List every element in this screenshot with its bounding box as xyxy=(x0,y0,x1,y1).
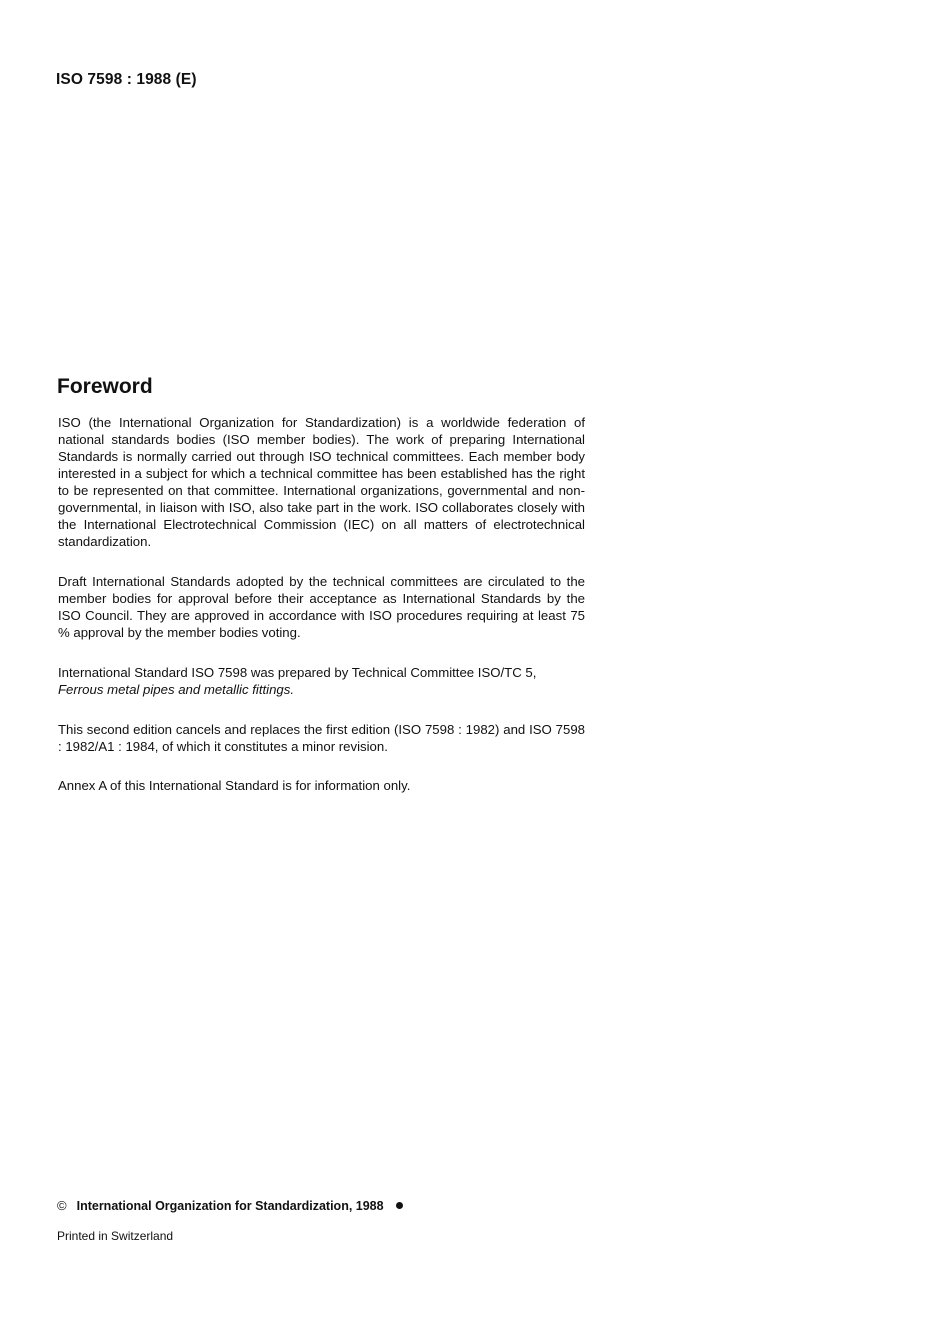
foreword-paragraph-5: Annex A of this International Standard is for information only. xyxy=(58,778,411,793)
foreword-paragraph-4: This second edition cancels and replaces the first edition (ISO 7598 : 1982) and ISO 7598 : 1982/A1 : 1984, of which it constitutes a minor revision. xyxy=(58,722,585,754)
document-id: ISO 7598 : 1988 (E) xyxy=(56,71,197,88)
bullet-dot-icon xyxy=(396,1202,403,1209)
foreword-paragraph-1: ISO (the International Organization for Standardization) is a worldwide federation of national standards bodies (ISO member bodies). The work of preparing International Standards is normally carried out through ISO technical committees. Each member body interested in a subject for which a technical committee has been established has the right to be represented on that committee. International organizations, governmental and non-governmental, in liaison with ISO, also take part in the work. ISO collaborates closely with the International Electrotechnical Commission (IEC) on all matters of electrotechnical standardization. xyxy=(58,415,585,549)
prepared-by-text: International Standard ISO 7598 was prepared by Technical Committee ISO/TC 5, xyxy=(58,665,537,680)
foreword-paragraph-2: Draft International Standards adopted by the technical committees are circulated to the member bodies for approval before their acceptance as International Standards by the ISO Council. They are approved in accordance with ISO procedures requiring at least 75 % approval by the member bodies voting. xyxy=(58,574,585,640)
copyright-icon: © xyxy=(57,1198,67,1213)
printed-in: Printed in Switzerland xyxy=(57,1229,174,1243)
copyright-line xyxy=(57,1198,403,1213)
foreword-paragraph-3 xyxy=(58,664,585,698)
committee-name: Ferrous metal pipes and metallic fittings. xyxy=(58,682,295,697)
foreword-heading: Foreword xyxy=(57,375,153,398)
copyright-text: International Organization for Standardization, 1988 xyxy=(76,1199,384,1213)
